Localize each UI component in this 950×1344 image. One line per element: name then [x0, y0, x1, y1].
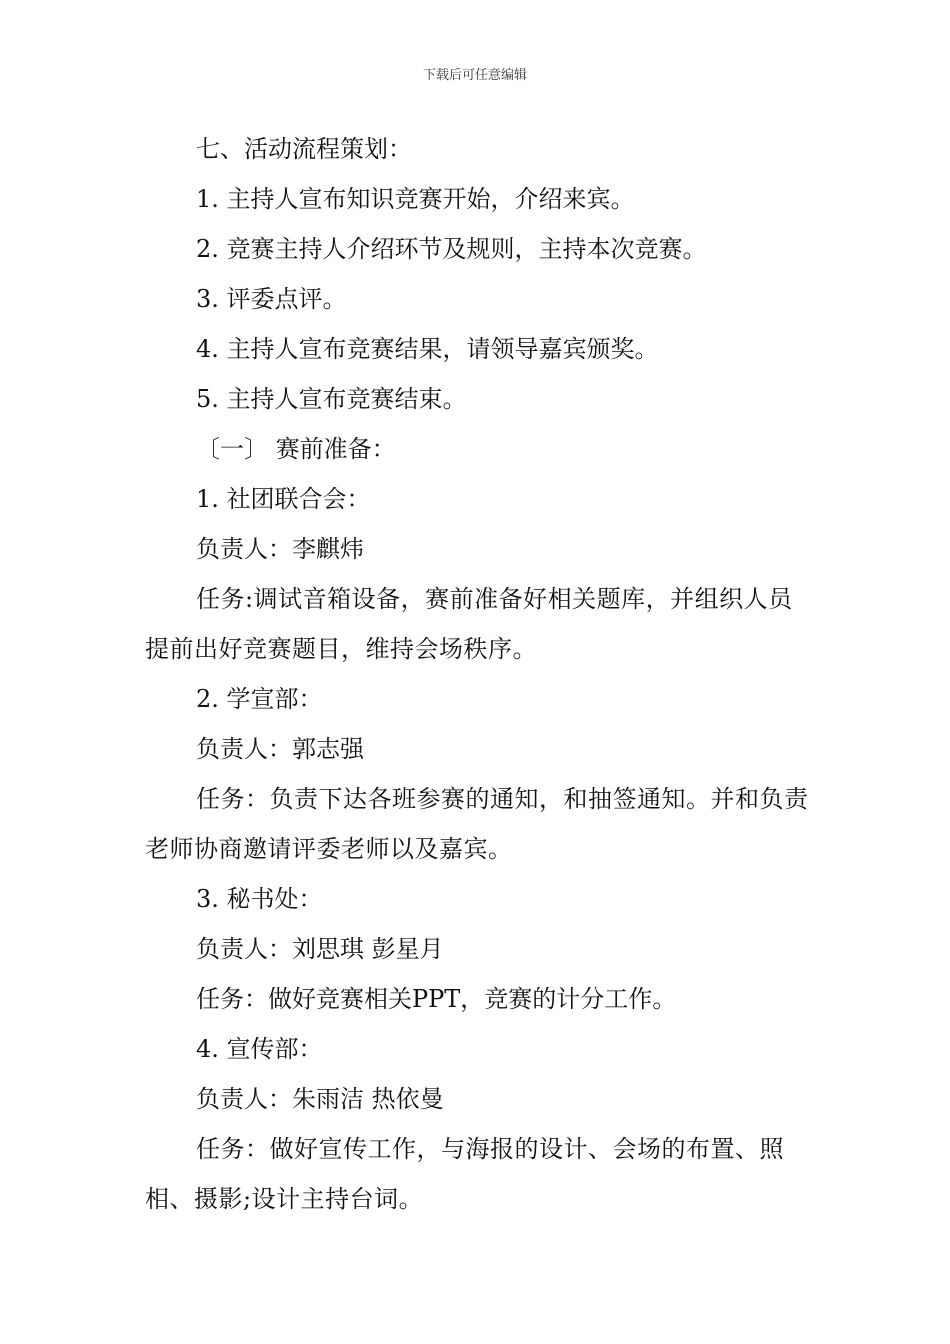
- list-item: 4. 主持人宣布竞赛结果，请领导嘉宾颁奖。: [196, 335, 659, 363]
- section-heading: 七、活动流程策划：: [196, 135, 412, 163]
- task-description: 任务：做好宣传工作，与海报的设计、会场的布置、照相、摄影;设计主持台词。: [145, 1135, 784, 1213]
- department-heading: 1. 社团联合会：: [196, 485, 371, 513]
- document-body: [145, 124, 810, 1224]
- task-description: 任务:调试音箱设备，赛前准备好相关题库，并组织人员提前出好竞赛题目，维持会场秩序。: [145, 585, 793, 663]
- responsible-person: 负责人：刘思琪 彭星月: [196, 935, 444, 963]
- list-item: 1. 主持人宣布知识竞赛开始，介绍来宾。: [196, 185, 635, 213]
- page-header: 下载后可任意编辑: [422, 68, 527, 83]
- list-item: 3. 评委点评。: [196, 285, 347, 313]
- subsection-heading: 〔一〕 赛前准备：: [196, 435, 396, 463]
- responsible-person: 负责人：李麒炜: [196, 535, 364, 563]
- responsible-person: 负责人：朱雨洁 热依曼: [196, 1085, 444, 1113]
- task-description: 任务：做好竞赛相关PPT，竞赛的计分工作。: [196, 985, 677, 1013]
- list-item: 2. 竞赛主持人介绍环节及规则，主持本次竞赛。: [196, 235, 707, 263]
- department-heading: 4. 宣传部：: [196, 1035, 323, 1063]
- responsible-person: 负责人：郭志强: [196, 735, 364, 763]
- department-heading: 2. 学宣部：: [196, 685, 323, 713]
- task-description: 任务：负责下达各班参赛的通知，和抽签通知。并和负责老师协商邀请评委老师以及嘉宾。: [145, 785, 809, 863]
- list-item: 5. 主持人宣布竞赛结束。: [196, 385, 467, 413]
- department-heading: 3. 秘书处：: [196, 885, 323, 913]
